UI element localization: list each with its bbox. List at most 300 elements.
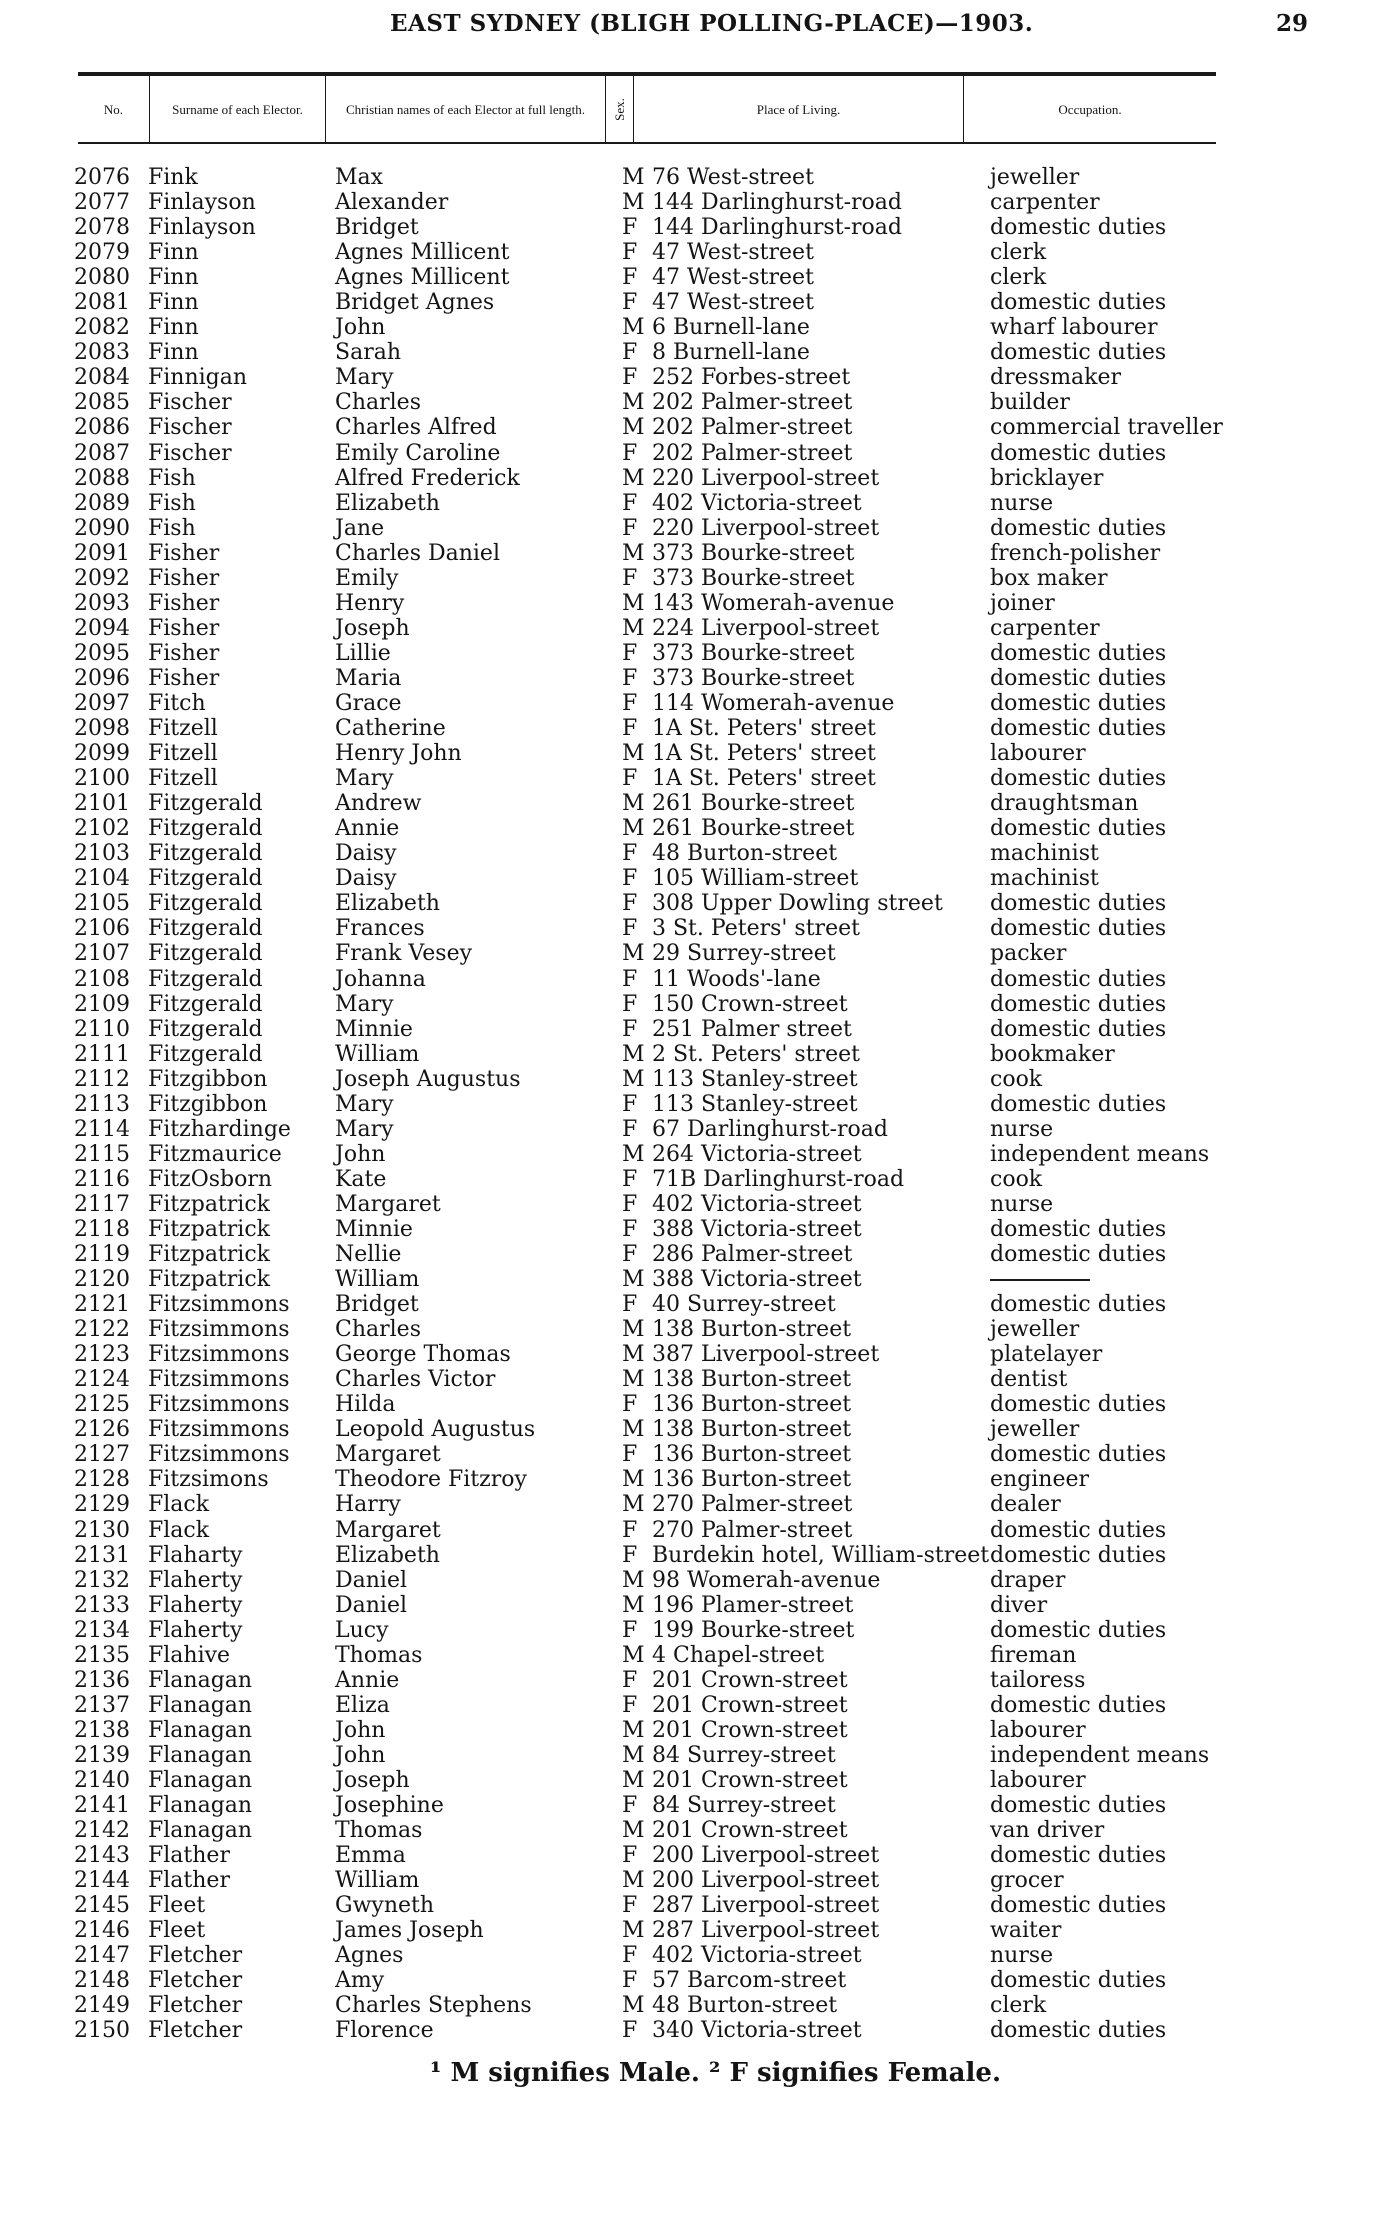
elector-row: [0, 215, 1382, 240]
elector-occupation: domestic duties: [990, 1893, 1167, 1919]
elector-christian-names: Frances: [335, 916, 425, 942]
elector-surname: Flaherty: [148, 1617, 243, 1643]
elector-surname: Fisher: [148, 615, 220, 641]
elector-occupation: domestic duties: [990, 340, 1167, 366]
elector-surname: Fitzsimmons: [148, 1342, 290, 1368]
elector-row: [0, 1292, 1382, 1317]
elector-sex: F: [622, 490, 638, 516]
elector-row: [0, 491, 1382, 516]
elector-row: [0, 1192, 1382, 1217]
elector-row: [0, 541, 1382, 566]
elector-row: [0, 290, 1382, 315]
elector-christian-names: Bridget: [335, 1292, 419, 1318]
elector-occupation: machinist: [990, 841, 1099, 867]
elector-place-of-living: 340 Victoria-street: [652, 2018, 862, 2044]
elector-place-of-living: 144 Darlinghurst-road: [652, 190, 902, 216]
elector-surname: Fitzpatrick: [148, 1216, 270, 1242]
elector-christian-names: Agnes: [335, 1943, 404, 1969]
elector-surname: Fitzhardinge: [148, 1116, 291, 1142]
elector-place-of-living: 84 Surrey-street: [652, 1793, 836, 1819]
elector-christian-names: Daisy: [335, 866, 397, 892]
elector-christian-names: Agnes Millicent: [335, 265, 510, 291]
elector-sex: F: [622, 1292, 638, 1318]
elector-sex: F: [622, 966, 638, 992]
elector-row: [0, 1167, 1382, 1192]
elector-place-of-living: 373 Bourke-street: [652, 540, 855, 566]
elector-surname: Fitzell: [148, 716, 218, 742]
elector-occupation: machinist: [990, 866, 1099, 892]
elector-number: 2142: [74, 1818, 130, 1844]
elector-place-of-living: 67 Darlinghurst-road: [652, 1116, 888, 1142]
elector-row: [0, 240, 1382, 265]
elector-row: [0, 716, 1382, 741]
elector-surname: Finn: [148, 315, 199, 341]
elector-sex: M: [622, 941, 645, 967]
column-header-sex-label: Sex.: [612, 97, 627, 121]
elector-number: 2105: [74, 891, 130, 917]
elector-place-of-living: 201 Crown-street: [652, 1818, 848, 1844]
elector-sex: F: [622, 240, 638, 266]
elector-occupation: independent means: [990, 1742, 1210, 1768]
elector-number: 2091: [74, 540, 130, 566]
elector-sex: F: [622, 916, 638, 942]
elector-occupation: dealer: [990, 1492, 1061, 1518]
elector-row: [0, 841, 1382, 866]
elector-surname: Flack: [148, 1517, 210, 1543]
elector-surname: Flather: [148, 1843, 230, 1869]
elector-number: 2136: [74, 1667, 130, 1693]
elector-place-of-living: 388 Victoria-street: [652, 1216, 862, 1242]
elector-occupation: domestic duties: [990, 766, 1167, 792]
elector-number: 2112: [74, 1066, 130, 1092]
elector-christian-names: Emma: [335, 1843, 406, 1869]
elector-row: [0, 1718, 1382, 1743]
elector-occupation: domestic duties: [990, 690, 1167, 716]
elector-sex: M: [622, 1492, 645, 1518]
elector-sex: M: [622, 1342, 645, 1368]
elector-occupation: fireman: [990, 1642, 1077, 1668]
elector-row: [0, 2018, 1382, 2043]
elector-number: 2137: [74, 1692, 130, 1718]
elector-number: 2131: [74, 1542, 130, 1568]
elector-sex: M: [622, 540, 645, 566]
elector-occupation: platelayer: [990, 1342, 1103, 1368]
elector-christian-names: Henry John: [335, 741, 462, 767]
elector-sex: F: [622, 1617, 638, 1643]
elector-sex: F: [622, 1793, 638, 1819]
elector-sex: F: [622, 640, 638, 666]
elector-row: [0, 1242, 1382, 1267]
elector-row: [0, 1768, 1382, 1793]
elector-number: 2109: [74, 991, 130, 1017]
elector-number: 2096: [74, 665, 130, 691]
elector-christian-names: Mary: [335, 1091, 394, 1117]
table-header: [78, 72, 1216, 144]
elector-surname: Flack: [148, 1492, 210, 1518]
elector-sex: M: [622, 1642, 645, 1668]
elector-place-of-living: 1A St. Peters' street: [652, 716, 876, 742]
elector-occupation: domestic duties: [990, 1968, 1167, 1994]
elector-sex: F: [622, 716, 638, 742]
elector-row: [0, 1868, 1382, 1893]
elector-christian-names: Gwyneth: [335, 1893, 435, 1919]
elector-number: 2097: [74, 690, 130, 716]
elector-occupation: jeweller: [990, 1417, 1080, 1443]
elector-occupation: domestic duties: [990, 640, 1167, 666]
elector-place-of-living: 220 Liverpool-street: [652, 515, 880, 541]
elector-place-of-living: 105 William-street: [652, 866, 859, 892]
elector-surname: Finlayson: [148, 215, 256, 241]
elector-number: 2135: [74, 1642, 130, 1668]
elector-number: 2079: [74, 240, 130, 266]
elector-surname: Fitzgerald: [148, 991, 263, 1017]
elector-surname: Flaherty: [148, 1567, 243, 1593]
elector-place-of-living: 138 Burton-street: [652, 1417, 852, 1443]
elector-sex: M: [622, 741, 645, 767]
elector-sex: M: [622, 590, 645, 616]
elector-place-of-living: 71B Darlinghurst-road: [652, 1166, 905, 1192]
elector-christian-names: Minnie: [335, 1016, 413, 1042]
elector-sex: M: [622, 1041, 645, 1067]
elector-christian-names: Kate: [335, 1166, 387, 1192]
elector-surname: Fischer: [148, 440, 232, 466]
elector-place-of-living: 84 Surrey-street: [652, 1742, 836, 1768]
elector-number: 2143: [74, 1843, 130, 1869]
elector-occupation: domestic duties: [990, 916, 1167, 942]
elector-list: [0, 165, 1382, 2044]
elector-surname: Finn: [148, 290, 199, 316]
elector-sex: M: [622, 1768, 645, 1793]
elector-number: 2147: [74, 1943, 130, 1969]
elector-place-of-living: 201 Crown-street: [652, 1692, 848, 1718]
elector-surname: Fish: [148, 465, 196, 491]
elector-christian-names: John: [335, 1141, 386, 1167]
elector-surname: Fitzsimmons: [148, 1292, 290, 1318]
elector-surname: Fisher: [148, 590, 220, 616]
elector-row: [0, 1593, 1382, 1618]
elector-christian-names: Mary: [335, 766, 394, 792]
elector-number: 2120: [74, 1267, 130, 1293]
elector-row: [0, 1793, 1382, 1818]
elector-surname: Fink: [148, 165, 198, 190]
elector-row: [0, 616, 1382, 641]
elector-surname: Fish: [148, 515, 196, 541]
elector-occupation: domestic duties: [990, 1793, 1167, 1819]
elector-occupation: commercial traveller: [990, 415, 1223, 441]
elector-sex: F: [622, 265, 638, 291]
elector-place-of-living: 143 Womerah-avenue: [652, 590, 895, 616]
elector-place-of-living: 224 Liverpool-street: [652, 615, 880, 641]
elector-place-of-living: 1A St. Peters' street: [652, 766, 876, 792]
elector-christian-names: Margaret: [335, 1442, 441, 1468]
elector-number: 2093: [74, 590, 130, 616]
elector-number: 2128: [74, 1467, 130, 1493]
elector-number: 2084: [74, 365, 130, 391]
elector-occupation: tailoress: [990, 1667, 1086, 1693]
elector-row: [0, 340, 1382, 365]
elector-row: [0, 1117, 1382, 1142]
elector-place-of-living: 48 Burton-street: [652, 841, 838, 867]
elector-christian-names: Alfred Frederick: [335, 465, 520, 491]
elector-place-of-living: 202 Palmer-street: [652, 390, 853, 416]
elector-occupation: engineer: [990, 1467, 1090, 1493]
elector-number: 2108: [74, 966, 130, 992]
elector-sex: F: [622, 1191, 638, 1217]
elector-christian-names: Annie: [335, 1667, 400, 1693]
elector-sex: F: [622, 340, 638, 366]
elector-christian-names: Daniel: [335, 1592, 408, 1618]
elector-christian-names: Lillie: [335, 640, 391, 666]
elector-sex: M: [622, 1717, 645, 1743]
elector-sex: M: [622, 1267, 645, 1293]
elector-number: 2140: [74, 1768, 130, 1793]
elector-row: [0, 1042, 1382, 1067]
elector-row: [0, 415, 1382, 440]
elector-sex: F: [622, 215, 638, 241]
elector-sex: M: [622, 1742, 645, 1768]
elector-place-of-living: 98 Womerah-avenue: [652, 1567, 881, 1593]
elector-row: [0, 1142, 1382, 1167]
elector-place-of-living: 373 Bourke-street: [652, 565, 855, 591]
elector-number: 2118: [74, 1216, 130, 1242]
elector-row: [0, 1618, 1382, 1643]
elector-christian-names: Charles: [335, 390, 421, 416]
elector-number: 2082: [74, 315, 130, 341]
elector-surname: Fitzmaurice: [148, 1141, 282, 1167]
elector-place-of-living: 261 Bourke-street: [652, 791, 855, 817]
elector-number: 2121: [74, 1292, 130, 1318]
elector-christian-names: Josephine: [335, 1793, 444, 1819]
elector-row: [0, 1893, 1382, 1918]
elector-occupation: builder: [990, 390, 1070, 416]
elector-place-of-living: 3 St. Peters' street: [652, 916, 860, 942]
elector-sex: M: [622, 791, 645, 817]
elector-place-of-living: 196 Plamer-street: [652, 1592, 854, 1618]
elector-christian-names: Eliza: [335, 1692, 390, 1718]
elector-row: [0, 791, 1382, 816]
elector-number: 2104: [74, 866, 130, 892]
elector-place-of-living: Burdekin hotel, William-street: [652, 1542, 990, 1568]
elector-occupation: bricklayer: [990, 465, 1104, 491]
elector-row: [0, 365, 1382, 390]
elector-christian-names: William: [335, 1267, 420, 1293]
elector-place-of-living: 114 Womerah-avenue: [652, 690, 895, 716]
elector-sex: F: [622, 991, 638, 1017]
elector-place-of-living: 113 Stanley-street: [652, 1091, 858, 1117]
elector-occupation: independent means: [990, 1141, 1210, 1167]
elector-number: 2087: [74, 440, 130, 466]
elector-number: 2145: [74, 1893, 130, 1919]
elector-place-of-living: 200 Liverpool-street: [652, 1843, 880, 1869]
elector-place-of-living: 29 Surrey-street: [652, 941, 836, 967]
elector-place-of-living: 138 Burton-street: [652, 1317, 852, 1343]
elector-surname: Fitzsimmons: [148, 1392, 290, 1418]
elector-place-of-living: 136 Burton-street: [652, 1467, 852, 1493]
elector-sex: F: [622, 1843, 638, 1869]
elector-occupation: nurse: [990, 1116, 1054, 1142]
elector-surname: Finlayson: [148, 190, 256, 216]
elector-christian-names: Andrew: [335, 791, 422, 817]
elector-number: 2123: [74, 1342, 130, 1368]
elector-occupation: domestic duties: [990, 1542, 1167, 1568]
elector-christian-names: Grace: [335, 690, 402, 716]
elector-number: 2100: [74, 766, 130, 792]
elector-sex: F: [622, 440, 638, 466]
elector-occupation: packer: [990, 941, 1067, 967]
elector-row: [0, 866, 1382, 891]
elector-occupation: van driver: [990, 1818, 1105, 1844]
elector-sex: F: [622, 1968, 638, 1994]
elector-row: [0, 691, 1382, 716]
elector-occupation: domestic duties: [990, 1242, 1167, 1268]
elector-row: [0, 1968, 1382, 1993]
elector-christian-names: Charles Stephens: [335, 1993, 532, 2019]
elector-sex: M: [622, 465, 645, 491]
elector-number: 2094: [74, 615, 130, 641]
elector-occupation: labourer: [990, 1717, 1086, 1743]
elector-number: 2095: [74, 640, 130, 666]
elector-surname: Fitzgibbon: [148, 1091, 268, 1117]
elector-number: 2106: [74, 916, 130, 942]
elector-occupation: box maker: [990, 565, 1108, 591]
elector-row: [0, 1818, 1382, 1843]
elector-number: 2085: [74, 390, 130, 416]
elector-number: 2077: [74, 190, 130, 216]
elector-place-of-living: 402 Victoria-street: [652, 490, 862, 516]
column-header-occupation: Occupation.: [1058, 101, 1122, 117]
elector-row: [0, 566, 1382, 591]
elector-sex: F: [622, 866, 638, 892]
elector-surname: Fleet: [148, 1918, 206, 1944]
elector-place-of-living: 264 Victoria-street: [652, 1141, 862, 1167]
elector-occupation: domestic duties: [990, 991, 1167, 1017]
elector-place-of-living: 144 Darlinghurst-road: [652, 215, 902, 241]
elector-christian-names: Emily Caroline: [335, 440, 501, 466]
elector-surname: Fitzgerald: [148, 791, 263, 817]
sex-footnote: ¹ M signifies Male. ² F signifies Female.: [430, 2058, 1001, 2088]
elector-number: 2139: [74, 1742, 130, 1768]
elector-christian-names: Daisy: [335, 841, 397, 867]
elector-sex: F: [622, 1943, 638, 1969]
elector-surname: Fitzgerald: [148, 816, 263, 842]
elector-occupation: wharf labourer: [990, 315, 1158, 341]
elector-christian-names: Theodore Fitzroy: [335, 1467, 527, 1493]
elector-sex: M: [622, 1066, 645, 1092]
elector-row: [0, 666, 1382, 691]
elector-row: [0, 816, 1382, 841]
elector-surname: Fletcher: [148, 2018, 243, 2044]
elector-occupation: labourer: [990, 1768, 1086, 1793]
elector-christian-names: Agnes Millicent: [335, 240, 510, 266]
elector-christian-names: Charles Alfred: [335, 415, 497, 441]
elector-row: [0, 1993, 1382, 2018]
elector-christian-names: John: [335, 315, 386, 341]
elector-row: [0, 641, 1382, 666]
elector-christian-names: Henry: [335, 590, 405, 616]
elector-christian-names: Annie: [335, 816, 400, 842]
elector-row: [0, 1518, 1382, 1543]
elector-number: 2122: [74, 1317, 130, 1343]
elector-christian-names: Charles: [335, 1317, 421, 1343]
elector-sex: F: [622, 690, 638, 716]
elector-row: [0, 992, 1382, 1017]
elector-row: [0, 916, 1382, 941]
elector-number: 2141: [74, 1793, 130, 1819]
elector-number: 2081: [74, 290, 130, 316]
elector-place-of-living: 286 Palmer-street: [652, 1242, 853, 1268]
elector-occupation: bookmaker: [990, 1041, 1115, 1067]
page-header: [0, 6, 1382, 46]
elector-surname: Flather: [148, 1868, 230, 1894]
elector-place-of-living: 4 Chapel-street: [652, 1642, 825, 1668]
elector-christian-names: Elizabeth: [335, 891, 440, 917]
elector-surname: Fitch: [148, 690, 206, 716]
elector-row: [0, 165, 1382, 190]
elector-occupation: draughtsman: [990, 791, 1139, 817]
elector-row: [0, 516, 1382, 541]
elector-surname: Fitzgerald: [148, 966, 263, 992]
elector-number: 2117: [74, 1191, 130, 1217]
elector-surname: Flanagan: [148, 1692, 253, 1718]
elector-number: 2149: [74, 1993, 130, 2019]
elector-occupation: domestic duties: [990, 215, 1167, 241]
elector-number: 2125: [74, 1392, 130, 1418]
elector-place-of-living: 76 West-street: [652, 165, 814, 190]
elector-surname: Flaherty: [148, 1592, 243, 1618]
elector-occupation: domestic duties: [990, 1442, 1167, 1468]
elector-sex: M: [622, 1818, 645, 1844]
elector-place-of-living: 136 Burton-street: [652, 1392, 852, 1418]
elector-row: [0, 1492, 1382, 1517]
elector-christian-names: Joseph: [335, 615, 410, 641]
elector-occupation: domestic duties: [990, 1091, 1167, 1117]
elector-christian-names: Charles Daniel: [335, 540, 500, 566]
column-header-surname: Surname of each Elector.: [150, 76, 326, 142]
elector-surname: Fitzgerald: [148, 891, 263, 917]
elector-number: 2111: [74, 1041, 130, 1067]
elector-row: [0, 265, 1382, 290]
elector-row: [0, 390, 1382, 415]
elector-occupation: diver: [990, 1592, 1048, 1618]
elector-sex: F: [622, 1442, 638, 1468]
elector-row: [0, 1743, 1382, 1768]
elector-occupation: domestic duties: [990, 966, 1167, 992]
elector-place-of-living: 201 Crown-street: [652, 1667, 848, 1693]
elector-sex: F: [622, 1517, 638, 1543]
elector-surname: Flanagan: [148, 1793, 253, 1819]
elector-number: 2098: [74, 716, 130, 742]
elector-surname: Finnigan: [148, 365, 248, 391]
elector-surname: Flanagan: [148, 1768, 253, 1793]
elector-christian-names: Daniel: [335, 1567, 408, 1593]
elector-christian-names: Alexander: [335, 190, 449, 216]
elector-row: [0, 1367, 1382, 1392]
elector-surname: Finn: [148, 240, 199, 266]
elector-christian-names: James Joseph: [335, 1918, 484, 1944]
elector-sex: M: [622, 415, 645, 441]
elector-surname: Finn: [148, 265, 199, 291]
elector-number: 2129: [74, 1492, 130, 1518]
elector-christian-names: Sarah: [335, 340, 401, 366]
elector-sex: F: [622, 1893, 638, 1919]
elector-occupation: jeweller: [990, 1317, 1080, 1343]
elector-sex: M: [622, 1592, 645, 1618]
elector-number: 2138: [74, 1717, 130, 1743]
elector-occupation: nurse: [990, 1191, 1054, 1217]
elector-surname: Flanagan: [148, 1818, 253, 1844]
column-header-place-of-living: Place of Living.: [634, 76, 964, 142]
elector-sex: F: [622, 1392, 638, 1418]
